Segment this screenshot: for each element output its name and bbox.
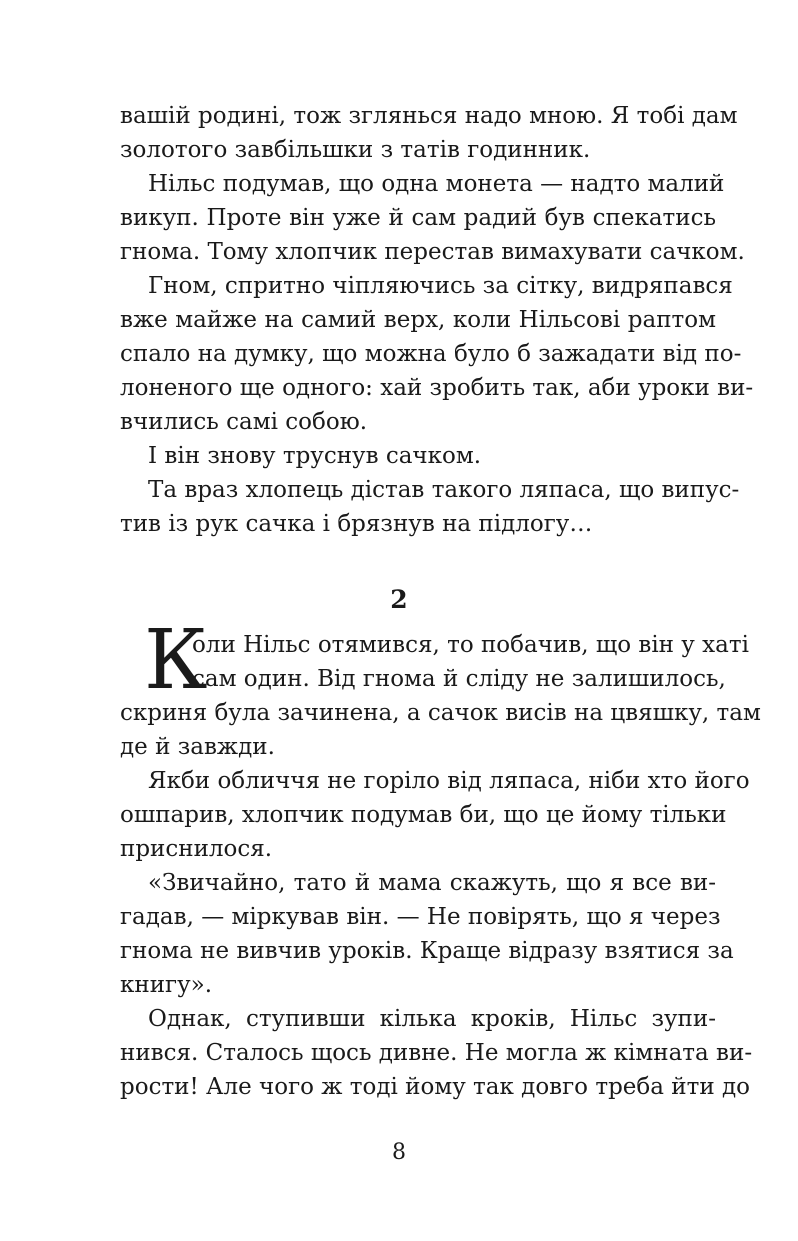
text-line: тив із рук сачка і брязнув на підлогу… — [120, 511, 593, 537]
text-line: нився. Сталось щось дивне. Не могла ж кімната ви- — [120, 1040, 753, 1066]
text-line: Якби обличчя не горіло від ляпаса, ніби хто його — [148, 768, 750, 794]
text-line: вже майже на самий верх, коли Нільсові раптом — [120, 307, 716, 333]
text-line: Гном, спритно чіпляючись за сітку, видряпався — [148, 273, 733, 299]
text-line: рости! Але чого ж тоді йому так довго треба йти до — [120, 1074, 750, 1100]
text-line: Однак, ступивши кілька кроків, Нільс зупи- — [148, 1006, 716, 1032]
drop-cap: К — [144, 613, 208, 708]
text-line: І він знову труснув сачком. — [148, 443, 482, 469]
text-line: вашій родині, тож зглянься надо мною. Я тобі дам — [120, 103, 738, 129]
text-line: приснилося. — [120, 836, 273, 862]
page-number: 8 — [392, 1140, 406, 1165]
text-line: спало на думку, що можна було б зажадати від по- — [120, 341, 742, 367]
text-line: викуп. Проте він уже й сам радий був спекатись — [120, 205, 716, 231]
text-line: золотого завбільшки з татів годинник. — [120, 137, 591, 163]
text-line: оли Нільс отямився, то побачив, що він у хаті — [192, 632, 749, 658]
chapter-number: 2 — [390, 585, 408, 614]
text-line: гнома не вивчив уроків. Краще відразу взятися за — [120, 938, 734, 964]
text-line: скриня була зачинена, а сачок висів на цвяшку, там — [120, 700, 761, 726]
text-line: «Звичайно, тато й мама скажуть, що я все ви- — [148, 870, 716, 896]
text-line: Нільс подумав, що одна монета — надто малий — [148, 171, 725, 197]
text-line: де й завжди. — [120, 734, 275, 760]
text-line: вчились самі собою. — [120, 409, 368, 435]
text-line: гадав, — міркував він. — Не повірять, що я через — [120, 904, 721, 930]
text-line: ошпарив, хлопчик подумав би, що це йому тільки — [120, 802, 727, 828]
text-line: книгу». — [120, 972, 212, 998]
text-line: гнома. Тому хлопчик перестав вимахувати сачком. — [120, 239, 745, 265]
text-line: Та враз хлопець дістав такого ляпаса, що випус- — [148, 477, 740, 503]
text-line: лоненого ще одного: хай зробить так, аби уроки ви- — [120, 375, 754, 401]
text-line: сам один. Від гнома й сліду не залишилось, — [192, 666, 726, 692]
